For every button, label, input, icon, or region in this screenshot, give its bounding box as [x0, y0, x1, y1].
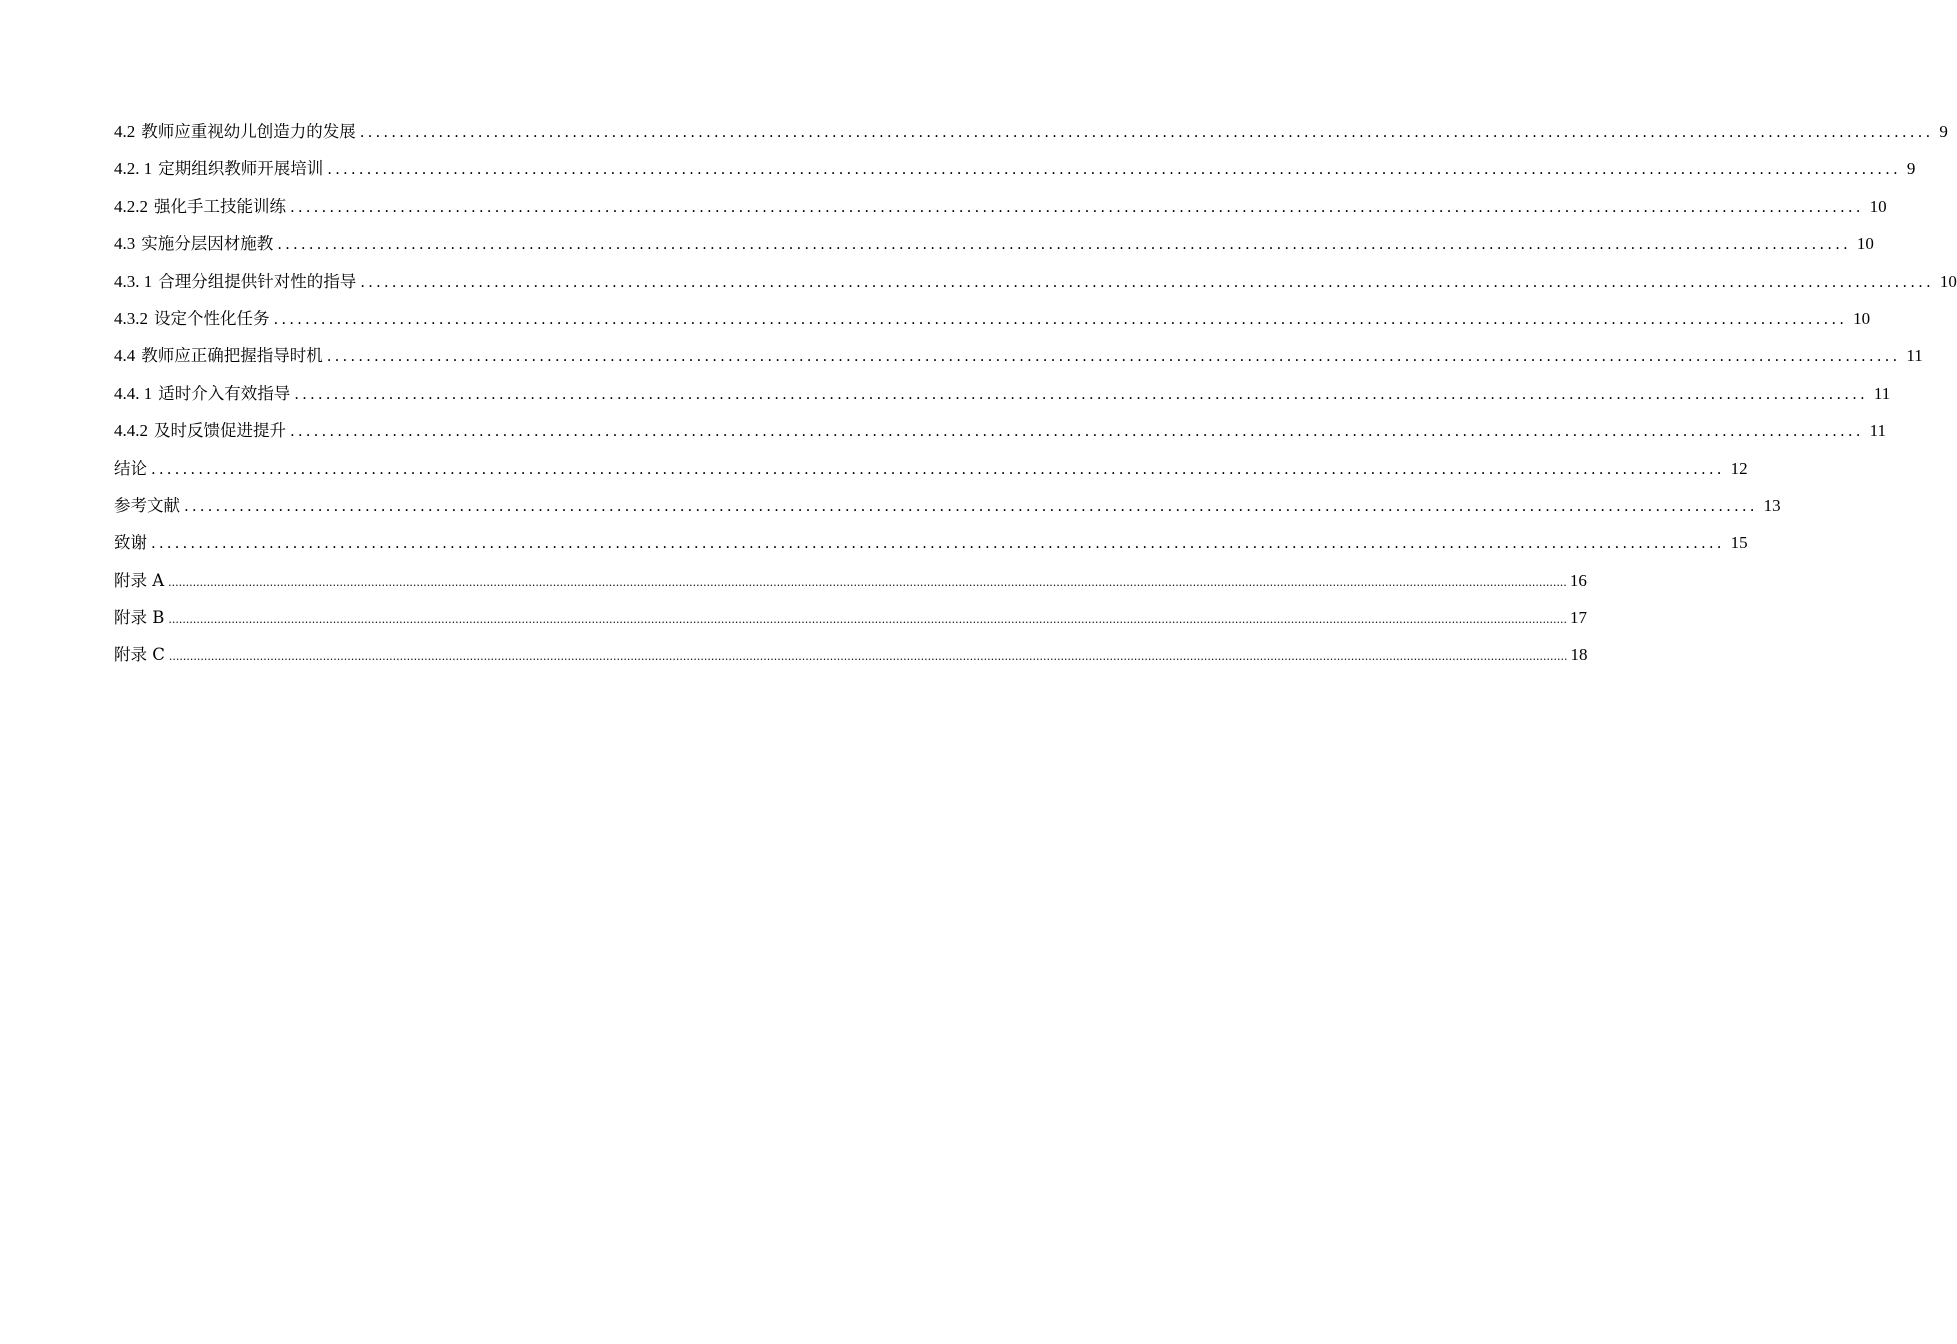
toc-entry-label	[114, 337, 327, 374]
toc-entry[interactable]	[114, 188, 1887, 225]
toc-entry-number: 4.3	[114, 234, 136, 254]
toc-entry-title: 参考文献	[114, 495, 180, 515]
toc-entry-page: 11	[1906, 346, 1923, 366]
toc-dot-leader: ................................................................................................................................................................................................................................................................................................................................................................................................................	[168, 650, 1568, 664]
toc-dot-leader: ........................................................................................................................................................................................................	[151, 459, 1725, 478]
toc-entry-label	[114, 599, 168, 636]
toc-entry-label	[114, 188, 290, 225]
toc-entry-label	[114, 562, 168, 599]
toc-entry[interactable]	[114, 113, 1948, 150]
toc-entry-title: 强化手工技能训练	[154, 196, 286, 216]
toc-entry-title: 附录 A	[114, 570, 165, 590]
toc-entry-page: 10	[1939, 271, 1957, 291]
toc-entry-page: 16	[1569, 570, 1587, 590]
toc-entry-page: 17	[1570, 608, 1588, 628]
toc-entry-label	[114, 636, 169, 673]
table-of-contents	[114, 113, 1957, 674]
toc-entry-title: 实施分层因材施教	[141, 234, 274, 254]
toc-entry-number: 4.4	[114, 346, 136, 366]
toc-entry-title: 附录 C	[114, 645, 165, 665]
toc-entry-title: 及时反馈促进提升	[154, 421, 286, 441]
toc-dot-leader: ........................................................................................................................................................................................................	[277, 235, 1851, 254]
toc-dot-leader: ........................................................................................................................................................................................................	[359, 123, 1934, 141]
toc-dot-leader: ........................................................................................................................................................................................................	[290, 197, 1864, 216]
toc-entry[interactable]	[114, 150, 1916, 187]
toc-dot-leader: ........................................................................................................................................................................................................	[151, 534, 1725, 553]
toc-entry-appendix-c[interactable]	[114, 636, 1588, 673]
toc-entry-page: 12	[1730, 458, 1748, 478]
toc-entry-number: 4.3.2	[114, 308, 148, 328]
toc-entry-label	[114, 113, 360, 150]
toc-entry-label	[114, 450, 151, 487]
toc-entry-appendix-b[interactable]	[114, 599, 1588, 636]
toc-entry[interactable]	[114, 337, 1923, 374]
toc-entry-page: 9	[1939, 122, 1948, 141]
toc-entry-title: 教师应重视幼儿创造力的发展	[141, 122, 356, 141]
toc-entry-references[interactable]	[114, 487, 1781, 524]
toc-entry-number: 4.4. 1	[114, 383, 153, 403]
toc-entry-title: 定期组织教师开展培训	[158, 159, 324, 179]
toc-entry-page: 11	[1869, 421, 1886, 441]
toc-entry[interactable]	[114, 375, 1891, 412]
toc-entry-label	[114, 300, 274, 337]
toc-entry-title: 附录 B	[114, 608, 165, 628]
toc-entry-title: 合理分组提供针对性的指导	[158, 271, 357, 291]
toc-entry-conclusion[interactable]	[114, 450, 1748, 487]
toc-entry-title: 结论	[114, 458, 147, 478]
toc-entry-title: 设定个性化任务	[154, 308, 270, 328]
toc-entry-acknowledgements[interactable]	[114, 524, 1748, 561]
toc-entry-page: 15	[1730, 533, 1748, 553]
toc-entry-page: 9	[1906, 159, 1916, 179]
toc-entry-page: 11	[1873, 383, 1891, 403]
toc-entry-label	[114, 225, 277, 262]
toc-dot-leader: ........................................................................................................................................................................................................	[294, 384, 1868, 403]
toc-entry-number: 4.4.2	[114, 421, 148, 441]
toc-dot-leader: ................................................................................................................................................................................................................................................................................................................................................................................................................	[168, 613, 1568, 627]
toc-dot-leader: ........................................................................................................................................................................................................	[327, 160, 1901, 179]
toc-entry-appendix-a[interactable]	[114, 562, 1587, 599]
toc-entry-page: 18	[1570, 645, 1588, 665]
toc-entry-number: 4.2. 1	[114, 159, 153, 179]
toc-entry-title: 教师应正确把握指导时机	[141, 346, 323, 366]
toc-entry-page: 10	[1856, 234, 1874, 254]
toc-entry-page: 10	[1853, 308, 1871, 328]
toc-dot-leader: ........................................................................................................................................................................................................	[290, 422, 1864, 441]
toc-entry[interactable]	[114, 225, 1874, 262]
toc-entry[interactable]	[114, 300, 1871, 337]
toc-dot-leader: ........................................................................................................................................................................................................	[326, 347, 1901, 366]
toc-dot-leader: ........................................................................................................................................................................................................	[360, 272, 1934, 291]
toc-entry-number: 4.2.2	[114, 196, 148, 216]
toc-entry-label	[114, 263, 360, 300]
toc-entry-number: 4.3. 1	[114, 271, 153, 291]
toc-entry-label	[114, 375, 294, 412]
toc-entry[interactable]	[114, 263, 1957, 300]
toc-entry-label	[114, 524, 151, 561]
toc-entry-title: 致谢	[114, 533, 147, 553]
toc-entry-number: 4.2	[114, 122, 136, 141]
toc-dot-leader: ................................................................................................................................................................................................................................................................................................................................................................................................................	[168, 575, 1567, 589]
toc-entry-label	[114, 150, 327, 187]
toc-entry[interactable]	[114, 412, 1886, 449]
toc-entry-label	[114, 487, 184, 524]
toc-entry-page: 10	[1869, 196, 1887, 216]
toc-entry-label	[114, 412, 290, 449]
toc-entry-title: 适时介入有效指导	[158, 383, 291, 403]
toc-dot-leader: ........................................................................................................................................................................................................	[273, 309, 1848, 328]
toc-dot-leader: ........................................................................................................................................................................................................	[184, 496, 1758, 515]
toc-entry-page: 13	[1763, 495, 1781, 515]
